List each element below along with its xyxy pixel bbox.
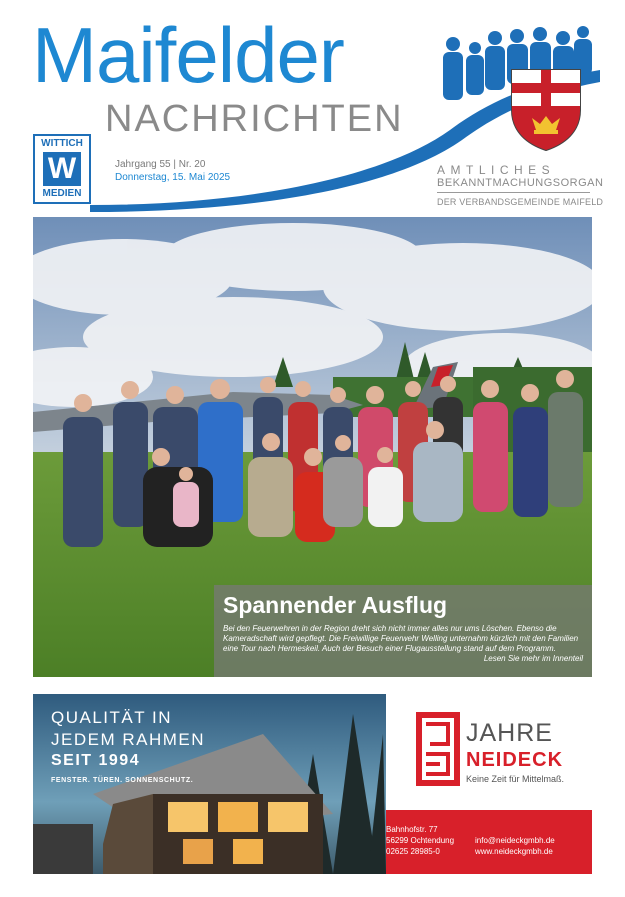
publisher-top: WITTICH — [41, 138, 83, 149]
ad-house-image — [33, 694, 386, 874]
ad-since: SEIT 1994 — [51, 752, 141, 769]
ad-jahre: JAHRE — [466, 719, 553, 747]
issue-number: Jahrgang 55 | Nr. 20 — [115, 159, 206, 170]
ad-tagline: Keine Zeit für Mittelmaß. — [466, 774, 565, 784]
masthead — [0, 0, 625, 212]
ad-online — [475, 824, 555, 857]
wittich-medien-logo — [33, 134, 91, 204]
ad-address — [386, 824, 454, 857]
neideck-30-logo-icon — [416, 712, 460, 786]
issue-date: Donnerstag, 15. Mai 2025 — [115, 172, 231, 183]
teaser-title: Spannender Ausflug — [223, 592, 448, 618]
official-line-2: BEKANNTMACHUNGSORGAN — [437, 177, 604, 189]
masthead-subtitle: NACHRICHTEN — [105, 98, 404, 140]
ad-street: Bahnhofstr. 77 — [386, 825, 438, 834]
ad-headline-1: QUALITÄT IN — [51, 708, 173, 727]
official-line-3: DER VERBANDSGEMEINDE MAIFELD — [437, 197, 604, 207]
coat-of-arms-icon — [508, 66, 584, 152]
official-line-1: AMTLICHES — [437, 163, 556, 177]
official-divider — [437, 192, 590, 193]
ad-phone[interactable]: 02625 28985-0 — [386, 847, 440, 856]
ad-headline-2: JEDEM RAHMEN — [51, 730, 206, 749]
teaser-text: Bei den Feuerwehren in der Region dreht sich nicht immer alles nur ums Löschen. Ebenso die Kameradschaft wird gepflegt. Die Freiwillige Feuerwehr Welling unternahm kürzlich mit den Familien eine Tour nach Hermeskeil. Auch der Besuch einer Flugausstellung stand auf dem Programm. — [223, 624, 579, 653]
w-icon: W — [43, 152, 81, 186]
ad-neideck-panel[interactable] — [386, 694, 592, 874]
ad-contact-block — [386, 810, 592, 874]
ad-city: 56299 Ochtendung — [386, 836, 455, 845]
ad-products: FENSTER. TÜREN. SONNENSCHUTZ. — [51, 777, 194, 784]
cover-teaser[interactable] — [214, 585, 592, 677]
masthead-title: Maifelder — [32, 11, 344, 99]
publisher-bottom: MEDIEN — [42, 188, 82, 199]
read-more-link[interactable]: Lesen Sie mehr im Innenteil — [483, 654, 583, 663]
ad-web-link[interactable]: www.neideckgmbh.de — [475, 847, 553, 856]
ad-email-link[interactable]: info@neideckgmbh.de — [475, 836, 555, 845]
ad-brand: NEIDECK — [466, 749, 564, 771]
